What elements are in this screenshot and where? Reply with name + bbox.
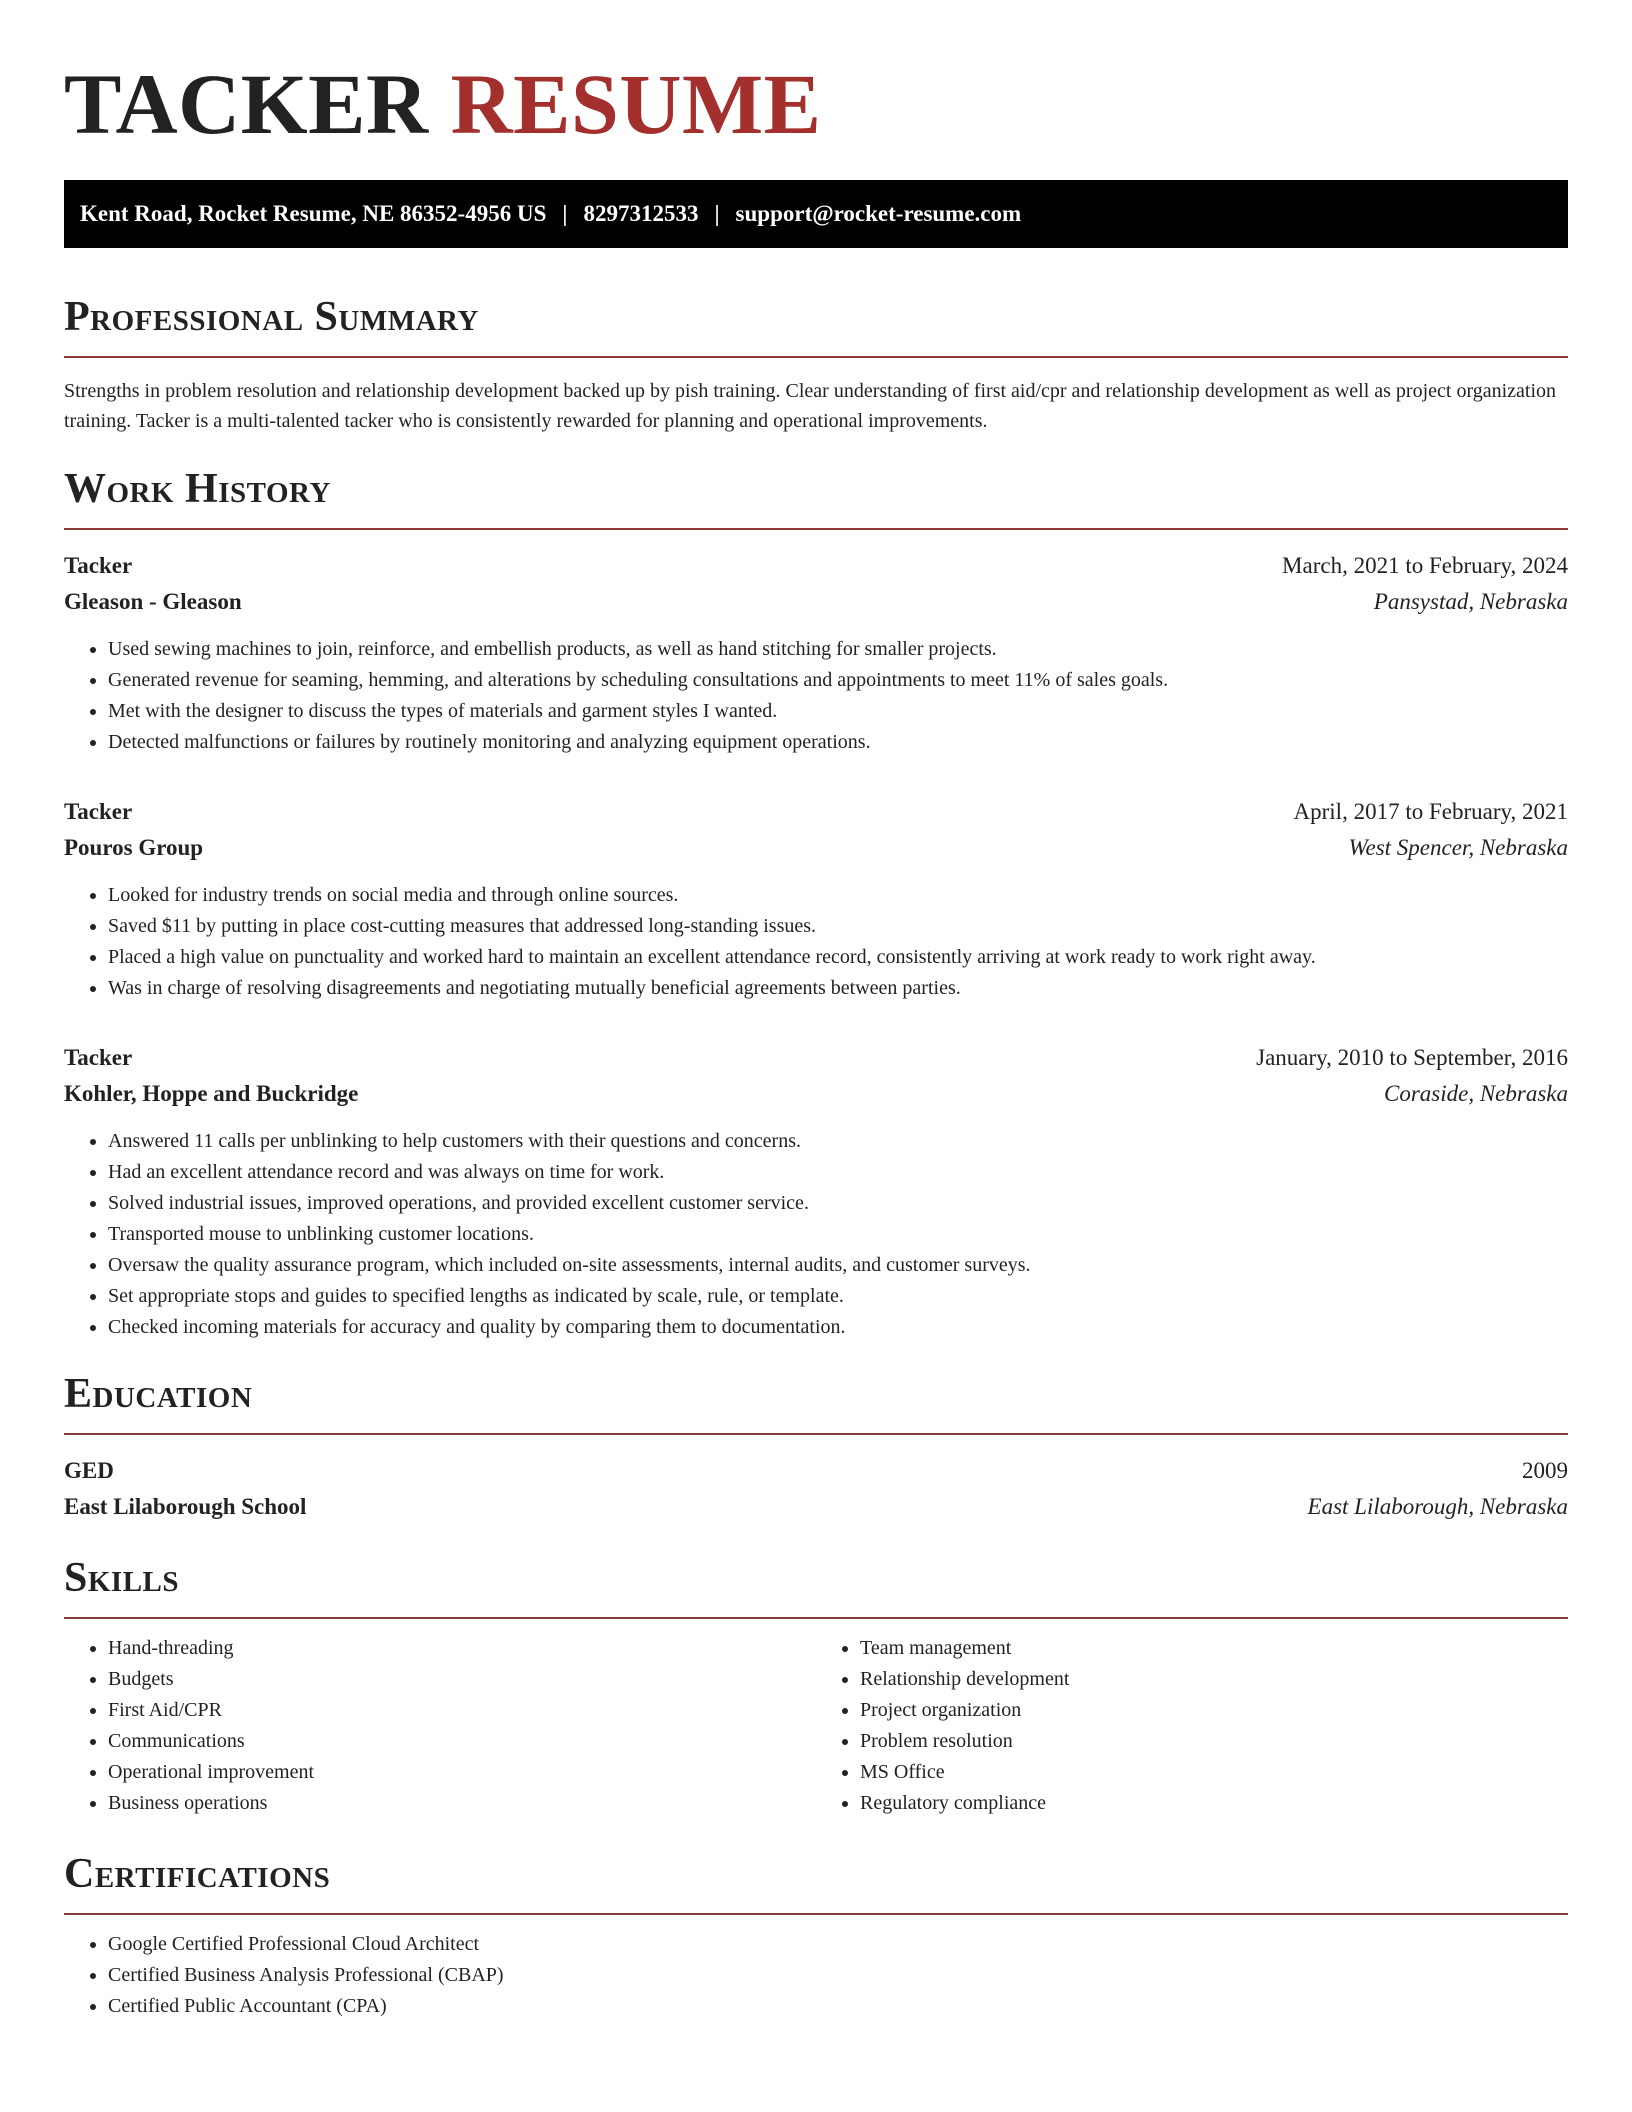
skill-item: • Business operations [108,1788,816,1819]
skill-item: • First Aid/CPR [108,1695,816,1726]
job-company: Pouros Group [64,835,204,860]
job-bullet: • Placed a high value on punctuality and worked hard to maintain an excellent attendance record, consistently arriving at work ready to work right away. [108,942,1568,973]
job-bullets [64,880,1568,1004]
contact-separator: | [714,201,720,226]
skill-item: • Hand-threading [108,1633,816,1664]
education-year: 2009 [1522,1458,1568,1483]
contact-separator: | [562,201,568,226]
job-bullet: • Oversaw the quality assurance program, which included on-site assessments, internal audits, and customer surveys. [108,1250,1568,1281]
job-location: Coraside, Nebraska [1384,1081,1568,1106]
certification-item: • Google Certified Professional Cloud Architect [108,1929,1568,1960]
summary-text: Strengths in problem resolution and relationship development backed up by pish training. Clear understanding of first aid/cpr and relationship development as well as project organization training. Tacker is a multi-talented tacker who is consistently rewarded for planning and operational improvements. [64,380,1557,432]
job-title: Tacker [64,1045,133,1070]
skill-item: • Regulatory compliance [860,1788,1568,1819]
job-bullets [64,1126,1568,1343]
job-bullet: • Transported mouse to unblinking customer locations. [108,1219,1568,1250]
work-history-section [64,464,1568,1343]
job-dates: January, 2010 to September, 2016 [1256,1045,1568,1070]
job-bullet: • Was in charge of resolving disagreements and negotiating mutually beneficial agreements between parties. [108,973,1568,1004]
job-entry [64,794,1568,1004]
job-entry [64,1040,1568,1343]
contact-email[interactable]: support@rocket-resume.com [735,201,1022,226]
skill-item: • MS Office [860,1757,1568,1788]
job-title: Tacker [64,799,133,824]
education-section [64,1369,1568,1525]
job-bullets [64,634,1568,758]
job-bullet: • Saved $11 by putting in place cost-cutting measures that addressed long-standing issues. [108,911,1568,942]
skills-section [64,1553,1568,1819]
education-entry [64,1453,1568,1525]
job-bullet: • Detected malfunctions or failures by routinely monitoring and analyzing equipment operations. [108,727,1568,758]
first-name: TACKER [64,56,429,152]
resume-name [64,56,1568,152]
job-bullet: • Used sewing machines to join, reinforce, and embellish products, as well as hand stitching for smaller projects. [108,634,1568,665]
certifications-list [64,1929,1568,2022]
contact-phone: 8297312533 [583,201,699,226]
job-company: Gleason - Gleason [64,589,242,614]
job-bullet: • Generated revenue for seaming, hemming, and alterations by scheduling consultations and appointments to meet 11% of sales goals. [108,665,1568,696]
certifications-section [64,1849,1568,2022]
skill-item: • Relationship development [860,1664,1568,1695]
skills-column-right [816,1633,1568,1819]
skills-grid [64,1633,1568,1819]
skill-item: • Budgets [108,1664,816,1695]
skill-item: • Operational improvement [108,1757,816,1788]
skill-item: • Communications [108,1726,816,1757]
job-bullet: • Answered 11 calls per unblinking to help customers with their questions and concerns. [108,1126,1568,1157]
job-location: Pansystad, Nebraska [1373,589,1568,614]
job-bullet: • Had an excellent attendance record and was always on time for work. [108,1157,1568,1188]
job-location: West Spencer, Nebraska [1348,835,1568,860]
skills-list [64,1633,816,1819]
certification-item: • Certified Business Analysis Professional (CBAP) [108,1960,1568,1991]
last-name: RESUME [450,56,822,152]
contact-address: Kent Road, Rocket Resume, NE 86352-4956 US [80,201,547,226]
skill-item: • Problem resolution [860,1726,1568,1757]
job-dates: March, 2021 to February, 2024 [1282,553,1568,578]
skills-list [816,1633,1568,1819]
job-bullet: • Checked incoming materials for accuracy and quality by comparing them to documentation. [108,1312,1568,1343]
certification-item: • Certified Public Accountant (CPA) [108,1991,1568,2022]
section-title-education: Education [64,1369,1568,1435]
job-dates: April, 2017 to February, 2021 [1293,799,1568,824]
job-bullet: • Solved industrial issues, improved operations, and provided excellent customer service. [108,1188,1568,1219]
education-school: East Lilaborough School [64,1494,307,1519]
job-bullet: • Looked for industry trends on social media and through online sources. [108,880,1568,911]
job-bullet: • Met with the designer to discuss the types of materials and garment styles I wanted. [108,696,1568,727]
section-title-certifications: Certifications [64,1849,1568,1915]
skill-item: • Project organization [860,1695,1568,1726]
contact-bar [64,180,1568,248]
section-title-skills: Skills [64,1553,1568,1619]
section-title-summary: Professional Summary [64,292,1568,358]
job-company: Kohler, Hoppe and Buckridge [64,1081,359,1106]
education-location: East Lilaborough, Nebraska [1307,1494,1568,1519]
section-title-work-history: Work History [64,464,1568,530]
skill-item: • Team management [860,1633,1568,1664]
education-degree: GED [64,1458,114,1483]
skills-column-left [64,1633,816,1819]
summary-section [64,292,1568,436]
job-title: Tacker [64,553,133,578]
job-bullet: • Set appropriate stops and guides to specified lengths as indicated by scale, rule, or template. [108,1281,1568,1312]
job-entry [64,548,1568,758]
